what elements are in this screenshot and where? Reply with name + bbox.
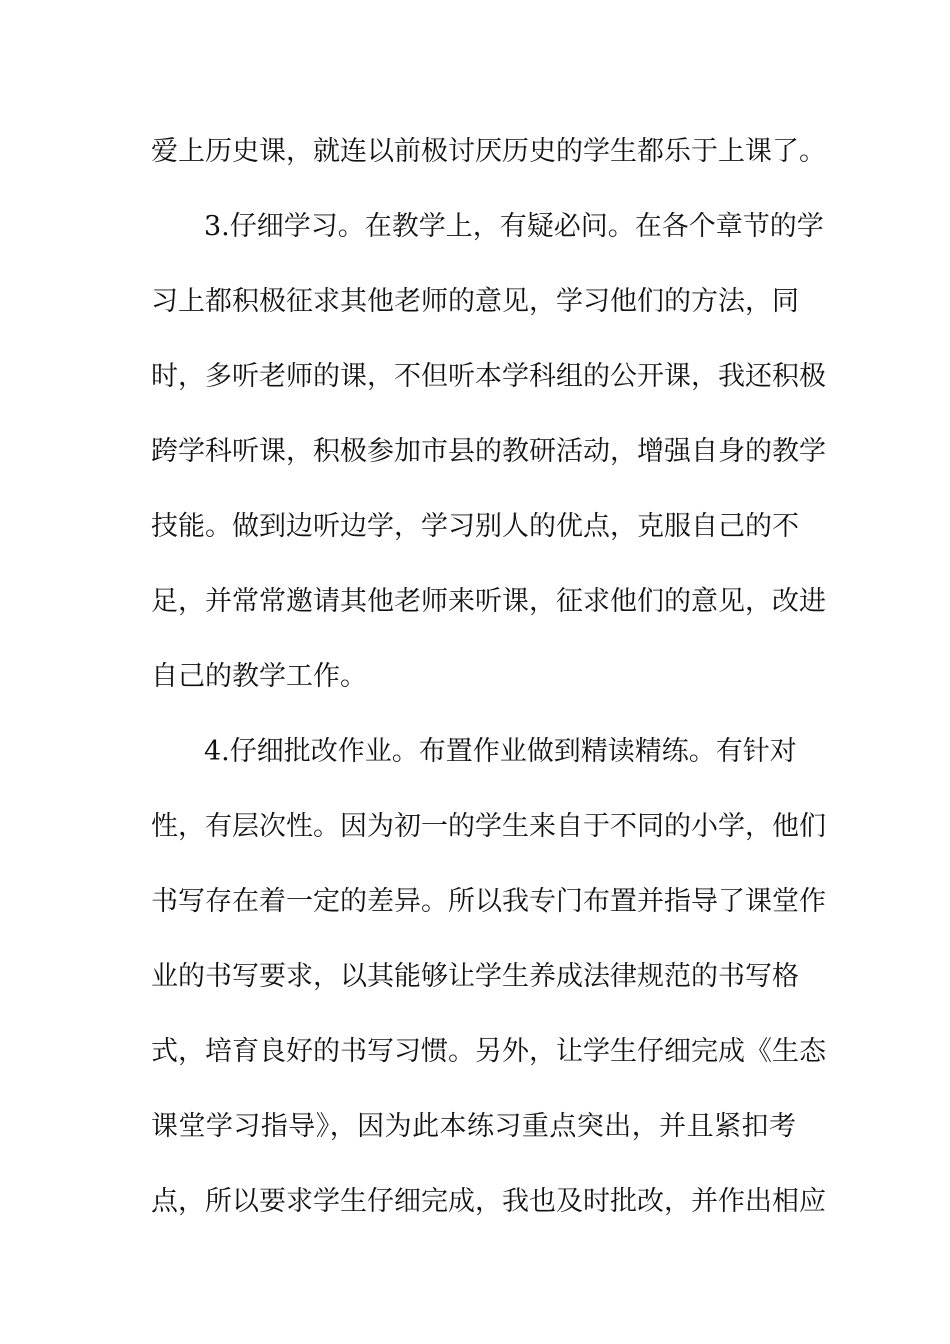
text-line: 4.仔细批改作业。布置作业做到精读精练。有针对 [204,736,797,767]
text-line: 习上都积极征求其他老师的意见，学习他们的方法，同 [151,286,799,317]
text-line: 跨学科听课，积极参加市县的教研活动，增强自身的教学 [151,436,826,467]
text-line: 自己的教学工作。 [151,661,367,692]
text-line: 时，多听老师的课，不但听本学科组的公开课，我还积极 [151,361,826,392]
text-line: 书写存在着一定的差异。所以我专门布置并指导了课堂作 [151,886,826,917]
text-line: 3.仔细学习。在教学上，有疑必问。在各个章节的学 [204,211,824,242]
text-line: 课堂学习指导》，因为此本练习重点突出，并且紧扣考 [151,1111,796,1142]
body-text [151,128,826,1253]
text-line: 式，培育良好的书写习惯。另外，让学生仔细完成《生态 [151,1036,826,1067]
text-line: 性，有层次性。因为初一的学生来自于不同的小学，他们 [151,811,826,842]
text-line: 技能。做到边听边学，学习别人的优点，克服自己的不 [151,511,799,542]
text-line: 业的书写要求，以其能够让学生养成法律规范的书写格 [151,961,799,992]
text-line: 点，所以要求学生仔细完成，我也及时批改，并作出相应 [151,1186,826,1217]
text-line: 爱上历史课，就连以前极讨厌历史的学生都乐于上课了。 [151,136,826,167]
text-line: 足，并常常邀请其他老师来听课，征求他们的意见，改进 [151,586,826,617]
